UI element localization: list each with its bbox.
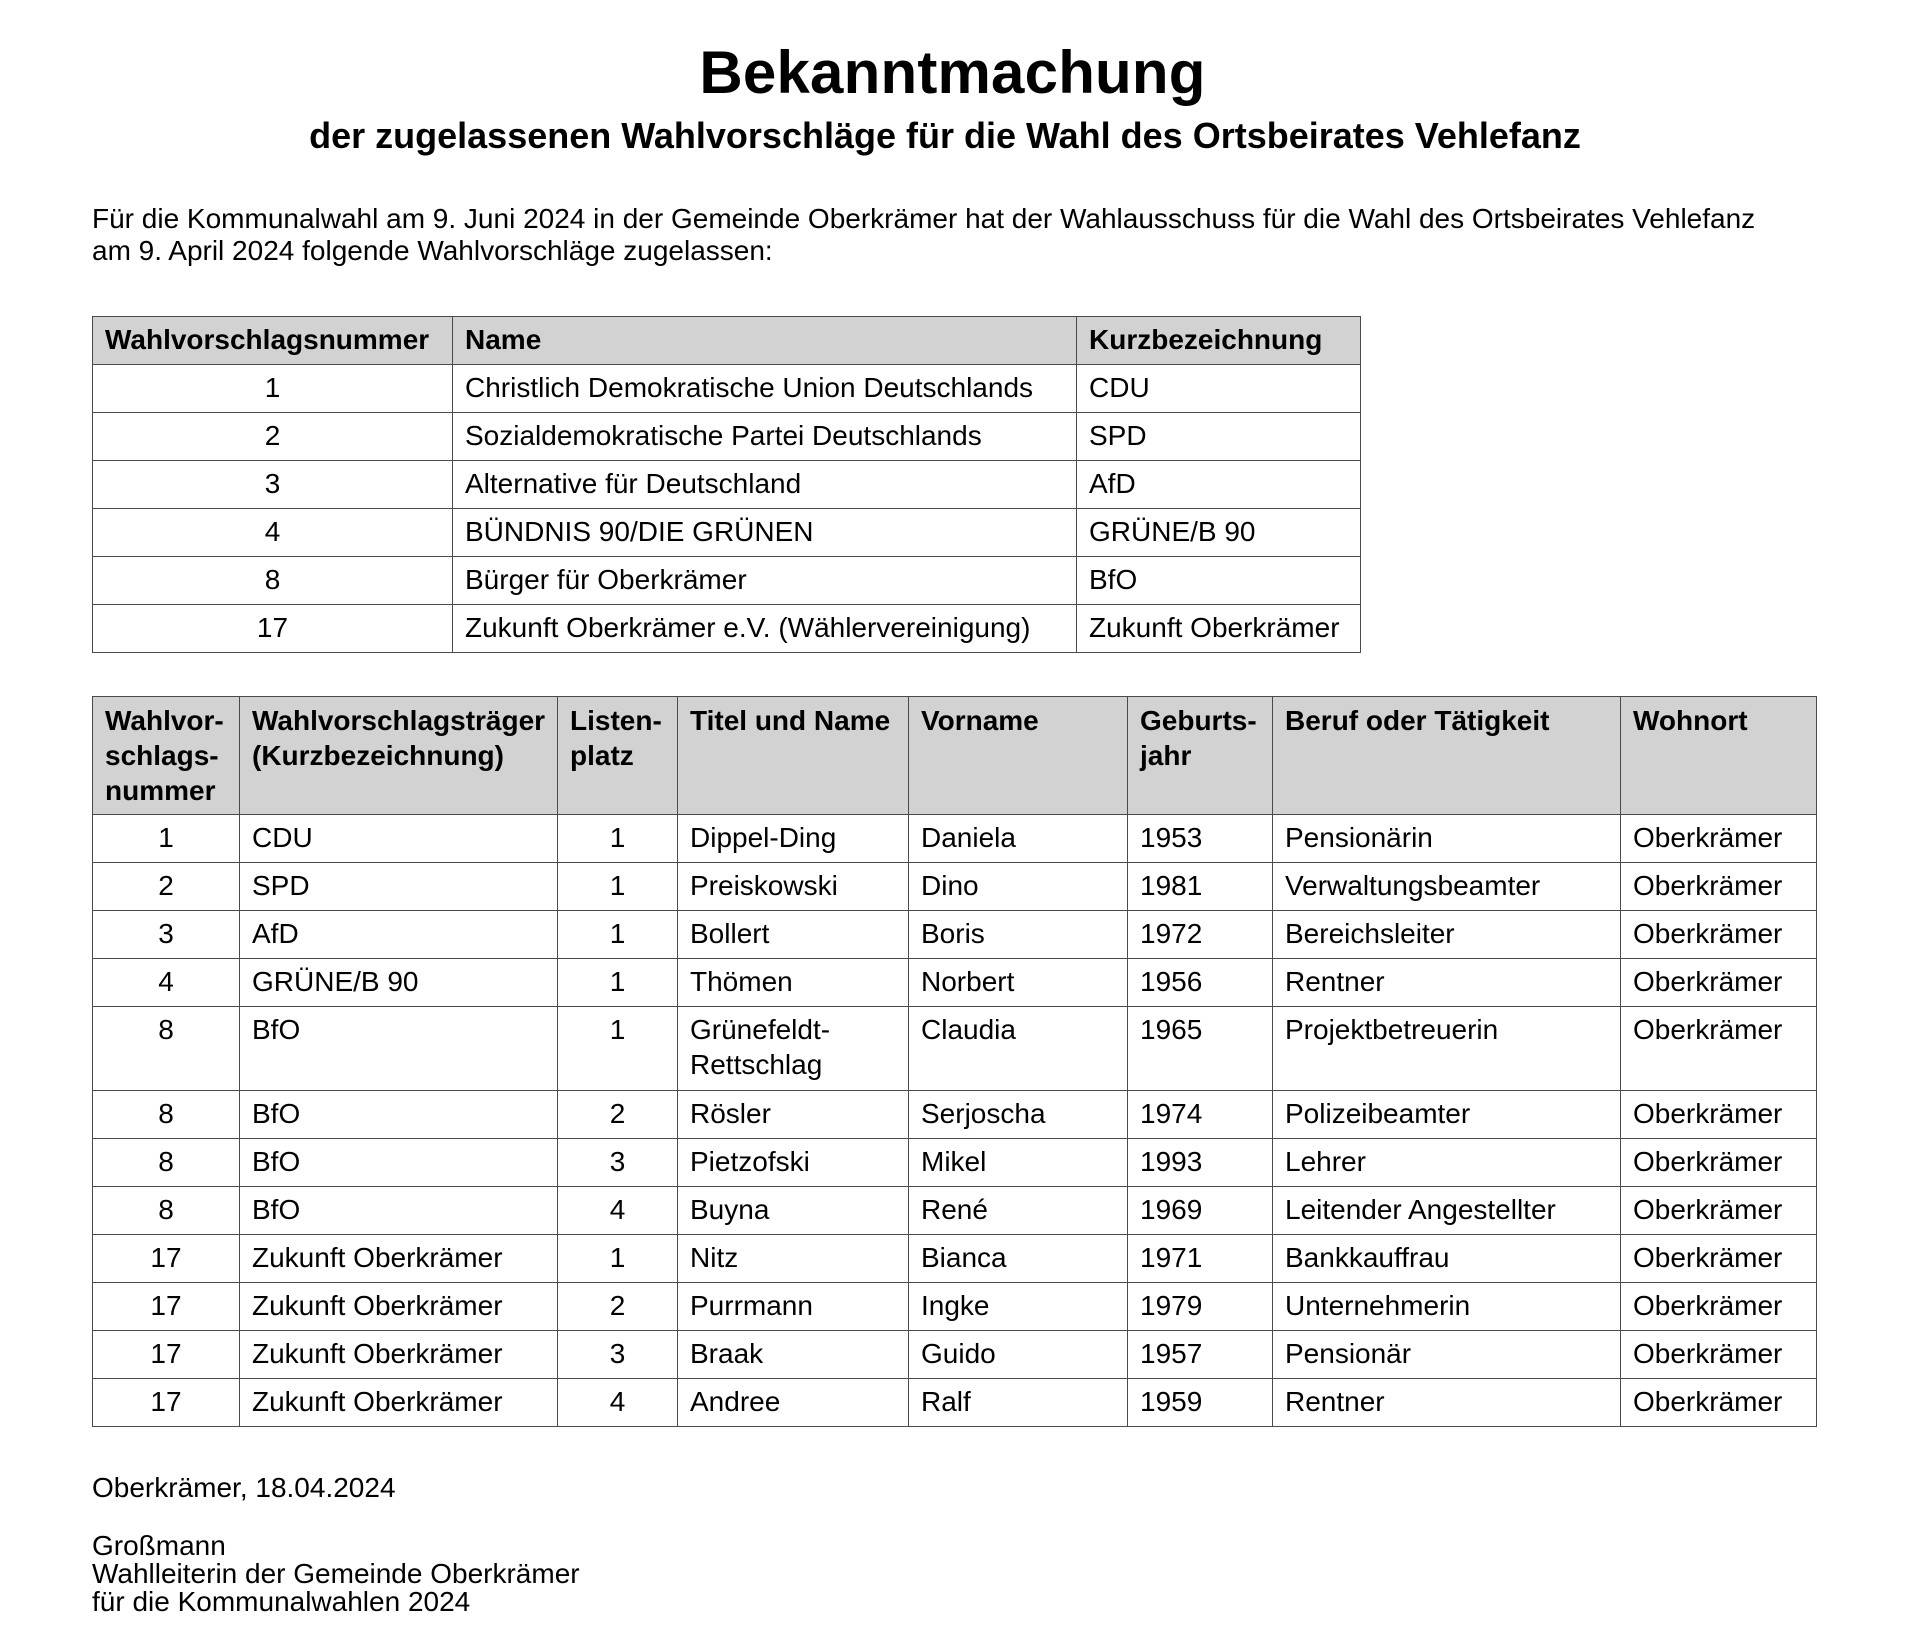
table-cell: 1	[558, 911, 678, 959]
table-cell: 8	[93, 557, 453, 605]
table-cell: Thömen	[678, 959, 909, 1007]
table-cell: Zukunft Oberkrämer	[240, 1331, 558, 1379]
table-row	[93, 509, 1361, 557]
table-cell: Rentner	[1273, 1379, 1621, 1427]
table-row	[93, 815, 1817, 863]
column-header: Geburts- jahr	[1128, 697, 1273, 815]
table-cell: Rentner	[1273, 959, 1621, 1007]
table-cell: 2	[558, 1283, 678, 1331]
table-cell: Ralf	[909, 1379, 1128, 1427]
table-cell: Oberkrämer	[1621, 1235, 1817, 1283]
table-row	[93, 1331, 1817, 1379]
table-cell: 17	[93, 1235, 240, 1283]
table-cell: Sozialdemokratische Partei Deutschlands	[453, 413, 1077, 461]
table-cell: Christlich Demokratische Union Deutschlands	[453, 365, 1077, 413]
table-cell: Oberkrämer	[1621, 1007, 1817, 1091]
table-cell: 4	[93, 959, 240, 1007]
table-row	[93, 365, 1361, 413]
table-cell: 4	[558, 1187, 678, 1235]
table-cell: BfO	[1077, 557, 1361, 605]
column-header: Listen- platz	[558, 697, 678, 815]
table-cell: 2	[93, 413, 453, 461]
table-cell: Purrmann	[678, 1283, 909, 1331]
table-row	[93, 1091, 1817, 1139]
page-title: Bekanntmachung	[699, 39, 1206, 106]
intro-line: am 9. April 2024 folgende Wahlvorschläge zugelassen:	[92, 235, 773, 266]
table-cell: AfD	[1077, 461, 1361, 509]
table-cell: Grünefeldt- Rettschlag	[678, 1007, 909, 1091]
table-cell: Leitender Angestellter	[1273, 1187, 1621, 1235]
table-cell: Alternative für Deutschland	[453, 461, 1077, 509]
table-cell: 8	[93, 1091, 240, 1139]
table-cell: Bürger für Oberkrämer	[453, 557, 1077, 605]
table-cell: Rösler	[678, 1091, 909, 1139]
table-cell: SPD	[1077, 413, 1361, 461]
table-cell: AfD	[240, 911, 558, 959]
table-cell: Bankkauffrau	[1273, 1235, 1621, 1283]
table-cell: 17	[93, 1331, 240, 1379]
table-cell: Andree	[678, 1379, 909, 1427]
table-cell: 1979	[1128, 1283, 1273, 1331]
table-cell: 4	[558, 1379, 678, 1427]
signature-block	[92, 1532, 580, 1616]
table-cell: 8	[93, 1187, 240, 1235]
column-header: Wahlvor- schlags- nummer	[93, 697, 240, 815]
table-cell: 1	[558, 863, 678, 911]
intro-paragraph	[92, 203, 1852, 267]
table-cell: Verwaltungsbeamter	[1273, 863, 1621, 911]
table-cell: 8	[93, 1139, 240, 1187]
place-date: Oberkrämer, 18.04.2024	[92, 1472, 396, 1503]
table-cell: 2	[93, 863, 240, 911]
column-header: Beruf oder Tätigkeit	[1273, 697, 1621, 815]
table-cell: BfO	[240, 1091, 558, 1139]
table-cell: 17	[93, 1379, 240, 1427]
table-cell: 3	[558, 1139, 678, 1187]
column-header: Vorname	[909, 697, 1128, 815]
table-header-row	[93, 697, 1817, 815]
table-row	[93, 1379, 1817, 1427]
table-cell: 3	[558, 1331, 678, 1379]
table-cell: 17	[93, 605, 453, 653]
table-row	[93, 1139, 1817, 1187]
table-cell: 1993	[1128, 1139, 1273, 1187]
table-cell: Braak	[678, 1331, 909, 1379]
table-cell: 1969	[1128, 1187, 1273, 1235]
table-cell: Dino	[909, 863, 1128, 911]
table-cell: 1	[558, 815, 678, 863]
table-cell: Pensionär	[1273, 1331, 1621, 1379]
table-cell: 1	[558, 1007, 678, 1091]
table-cell: Oberkrämer	[1621, 1139, 1817, 1187]
table-cell: BfO	[240, 1187, 558, 1235]
table-cell: 8	[93, 1007, 240, 1091]
table-cell: Claudia	[909, 1007, 1128, 1091]
table-cell: Oberkrämer	[1621, 911, 1817, 959]
table-cell: 1953	[1128, 815, 1273, 863]
table-cell: Zukunft Oberkrämer	[240, 1235, 558, 1283]
table-cell: Boris	[909, 911, 1128, 959]
table-cell: Serjoscha	[909, 1091, 1128, 1139]
table-cell: Oberkrämer	[1621, 1187, 1817, 1235]
table-cell: 17	[93, 1283, 240, 1331]
table-cell: Zukunft Oberkrämer	[1077, 605, 1361, 653]
table-cell: Oberkrämer	[1621, 1283, 1817, 1331]
table-cell: Oberkrämer	[1621, 815, 1817, 863]
table-cell: Buyna	[678, 1187, 909, 1235]
table-cell: 1	[93, 815, 240, 863]
table-cell: 1981	[1128, 863, 1273, 911]
table-cell: Oberkrämer	[1621, 1331, 1817, 1379]
table-cell: Oberkrämer	[1621, 959, 1817, 1007]
table-cell: 1957	[1128, 1331, 1273, 1379]
intro-line: Für die Kommunalwahl am 9. Juni 2024 in der Gemeinde Oberkrämer hat der Wahlausschuss für die Wahl des Ortsbeirates Vehlefanz	[92, 203, 1756, 234]
table-cell: Ingke	[909, 1283, 1128, 1331]
table-row	[93, 863, 1817, 911]
table-cell: Bereichsleiter	[1273, 911, 1621, 959]
table-cell: 1959	[1128, 1379, 1273, 1427]
table-cell: 3	[93, 461, 453, 509]
table-cell: GRÜNE/B 90	[240, 959, 558, 1007]
table-cell: Oberkrämer	[1621, 1379, 1817, 1427]
table-cell: 1974	[1128, 1091, 1273, 1139]
table-row	[93, 959, 1817, 1007]
table-header-row	[93, 317, 1361, 365]
page-subtitle: der zugelassenen Wahlvorschläge für die Wahl des Ortsbeirates Vehlefanz	[309, 115, 1581, 156]
table-cell: 1971	[1128, 1235, 1273, 1283]
table-row	[93, 1235, 1817, 1283]
table-row	[93, 461, 1361, 509]
table-cell: 3	[93, 911, 240, 959]
table-cell: Guido	[909, 1331, 1128, 1379]
table-cell: Bianca	[909, 1235, 1128, 1283]
signer-role: Wahlleiterin der Gemeinde Oberkrämer	[92, 1558, 580, 1589]
table-row	[93, 1007, 1817, 1091]
table-row	[93, 1187, 1817, 1235]
column-header: Titel und Name	[678, 697, 909, 815]
table-cell: René	[909, 1187, 1128, 1235]
table-cell: 1	[93, 365, 453, 413]
table-cell: CDU	[240, 815, 558, 863]
table-cell: Unternehmerin	[1273, 1283, 1621, 1331]
table-cell: Bollert	[678, 911, 909, 959]
table-row	[93, 605, 1361, 653]
candidates-table	[92, 696, 1817, 1427]
column-header: Wohnort	[1621, 697, 1817, 815]
table-row	[93, 1283, 1817, 1331]
table-cell: Zukunft Oberkrämer e.V. (Wählervereinigung)	[453, 605, 1077, 653]
signer-name: Großmann	[92, 1530, 226, 1561]
table-cell: Zukunft Oberkrämer	[240, 1283, 558, 1331]
table-cell: Zukunft Oberkrämer	[240, 1379, 558, 1427]
table-cell: Oberkrämer	[1621, 863, 1817, 911]
table-row	[93, 557, 1361, 605]
table-cell: 1965	[1128, 1007, 1273, 1091]
table-cell: Preiskowski	[678, 863, 909, 911]
table-cell: Polizeibeamter	[1273, 1091, 1621, 1139]
table-cell: 1	[558, 1235, 678, 1283]
table-cell: Norbert	[909, 959, 1128, 1007]
table-cell: 1956	[1128, 959, 1273, 1007]
table-cell: GRÜNE/B 90	[1077, 509, 1361, 557]
table-cell: Mikel	[909, 1139, 1128, 1187]
column-header: Wahlvorschlagsnummer	[93, 317, 453, 365]
signer-role: für die Kommunalwahlen 2024	[92, 1586, 471, 1617]
table-cell: Daniela	[909, 815, 1128, 863]
table-cell: Pietzofski	[678, 1139, 909, 1187]
table-cell: 1	[558, 959, 678, 1007]
table-row	[93, 911, 1817, 959]
column-header: Wahlvorschlagsträger (Kurzbezeichnung)	[240, 697, 558, 815]
table-cell: Nitz	[678, 1235, 909, 1283]
table-cell: Lehrer	[1273, 1139, 1621, 1187]
table-cell: SPD	[240, 863, 558, 911]
table-cell: 1972	[1128, 911, 1273, 959]
table-cell: Oberkrämer	[1621, 1091, 1817, 1139]
table-row	[93, 413, 1361, 461]
parties-table	[92, 316, 1361, 653]
table-cell: BfO	[240, 1007, 558, 1091]
table-cell: BÜNDNIS 90/DIE GRÜNEN	[453, 509, 1077, 557]
table-cell: Pensionärin	[1273, 815, 1621, 863]
table-cell: Dippel-Ding	[678, 815, 909, 863]
table-cell: CDU	[1077, 365, 1361, 413]
table-cell: 4	[93, 509, 453, 557]
column-header: Name	[453, 317, 1077, 365]
table-cell: Projektbetreuerin	[1273, 1007, 1621, 1091]
table-cell: 2	[558, 1091, 678, 1139]
table-cell: BfO	[240, 1139, 558, 1187]
column-header: Kurzbezeichnung	[1077, 317, 1361, 365]
